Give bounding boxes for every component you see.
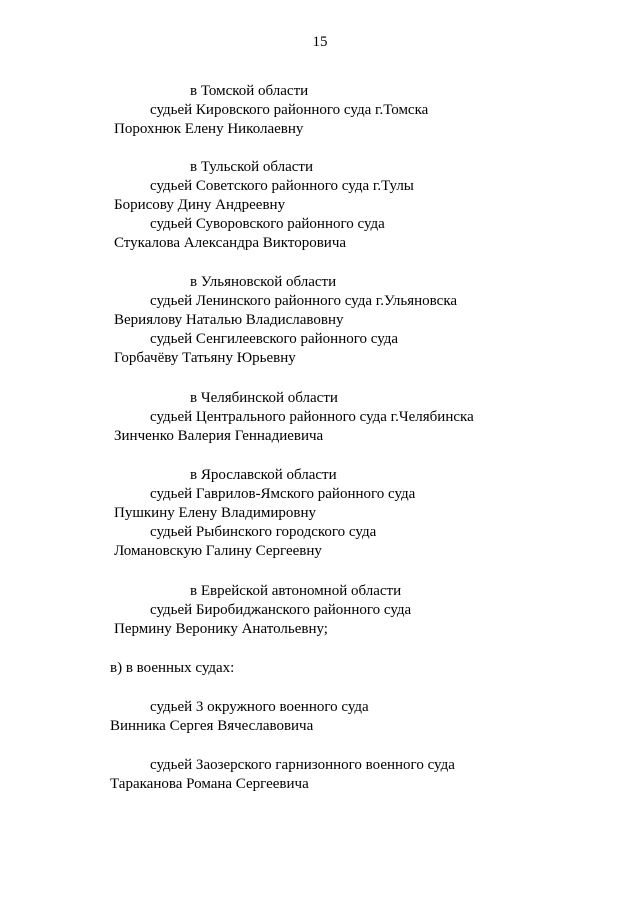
appointment-line: судьей Центрального районного суда г.Челябинска: [150, 409, 474, 425]
appointment-line: судьей Кировского районного суда г.Томска: [150, 102, 429, 118]
person-name: Порохнюк Елену Николаевну: [114, 121, 304, 137]
region-heading: в Томской области: [190, 83, 309, 99]
person-name: Тараканова Романа Сергеевича: [110, 776, 309, 792]
region-heading: в Ульяновской области: [190, 274, 337, 290]
appointment-line: судьей Сенгилеевского районного суда: [150, 331, 399, 347]
region-heading: в Челябинской области: [190, 390, 338, 406]
appointment-line: судьей Советского районного суда г.Тулы: [150, 178, 414, 194]
region-heading: в Еврейской автономной области: [190, 583, 402, 599]
appointment-line: судьей 3 окружного военного суда: [150, 699, 369, 715]
person-name: Пушкину Елену Владимировну: [114, 505, 316, 521]
appointment-line: судьей Ленинского районного суда г.Ульяновска: [150, 293, 458, 309]
appointment-line: судьей Заозерского гарнизонного военного суда: [150, 757, 455, 773]
person-name: Винника Сергея Вячеславовича: [110, 718, 314, 734]
person-name: Горбачёву Татьяну Юрьевну: [114, 350, 296, 366]
region-heading: в Ярославской области: [190, 467, 337, 483]
appointment-line: судьей Рыбинского городского суда: [150, 524, 377, 540]
person-name: Борисову Дину Андреевну: [114, 197, 286, 213]
page-number: 15: [312, 34, 328, 50]
person-name: Зинченко Валерия Геннадиевича: [114, 428, 324, 444]
person-name: Вериялову Наталью Владиславовну: [114, 312, 344, 328]
person-name: Стукалова Александра Викторовича: [114, 235, 347, 251]
appointment-line: судьей Суворовского районного суда: [150, 216, 385, 232]
region-heading: в Тульской области: [190, 159, 314, 175]
section-heading: в) в военных судах:: [110, 660, 235, 676]
person-name: Ломановскую Галину Сергеевну: [114, 543, 322, 559]
person-name: Пермину Веронику Анатольевну;: [114, 621, 328, 637]
appointment-line: судьей Биробиджанского районного суда: [150, 602, 412, 618]
appointment-line: судьей Гаврилов-Ямского районного суда: [150, 486, 416, 502]
